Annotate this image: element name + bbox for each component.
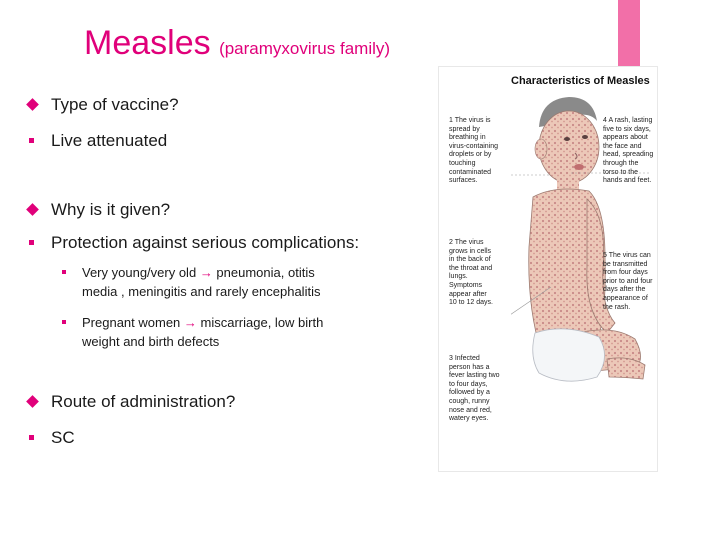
answer-text: Live attenuated: [51, 131, 168, 150]
sub-text-c: weight and birth defects: [82, 334, 220, 349]
square-bullet-icon: [29, 138, 34, 143]
diamond-bullet-icon: [26, 203, 39, 216]
square-bullet-icon: [29, 240, 34, 245]
caption-3: 3 Infected person has a fever lasting two to four days, followed by a cough, runny nose and red, watery eyes.: [449, 355, 500, 423]
diamond-bullet-icon: [26, 98, 39, 111]
square-bullet-icon: [62, 320, 66, 324]
title-subtitle: (paramyxovirus family): [219, 39, 391, 58]
caption-1: 1 The virus is spread by breathing in virus-containing droplets or by touching contaminated surfaces.: [449, 117, 499, 185]
sub-text-b: miscarriage, low birth: [196, 315, 324, 330]
square-bullet-icon: [62, 270, 66, 274]
answer-text: Protection against serious complications:: [51, 233, 360, 252]
question-text: Why is it given?: [51, 200, 171, 219]
caption-4: 4 A rash, lasting five to six days, appears about the face and head, spreading through the torso to the hands and feet.: [603, 117, 654, 185]
accent-bar: [618, 0, 640, 68]
measles-illustration: [438, 66, 658, 472]
slide-title: [84, 24, 390, 63]
sub-text-c: media , meningitis and rarely encephalitis: [82, 284, 321, 299]
square-bullet-icon: [29, 435, 34, 440]
title-main: Measles: [84, 24, 211, 62]
sub-text-a: Pregnant women: [82, 315, 181, 330]
caption-2: 2 The virus grows in cells in the back of the throat and lungs. Symptoms appear after 10 to 12 days.: [449, 239, 493, 307]
sub-text-a: Very young/very old: [82, 265, 197, 280]
caption-5: 5 The virus can be transmitted from four days prior to and four days after the appearance of the rash.: [603, 252, 653, 311]
question-text: Type of vaccine?: [51, 95, 179, 114]
figure-title: Characteristics of Measles: [511, 75, 650, 87]
arrow-icon: →: [199, 265, 213, 280]
diamond-bullet-icon: [26, 395, 39, 408]
arrow-icon: →: [183, 315, 197, 330]
answer-text: SC: [51, 428, 75, 447]
question-text: Route of administration?: [51, 392, 236, 411]
sub-text-b: pneumonia, otitis: [212, 265, 315, 280]
